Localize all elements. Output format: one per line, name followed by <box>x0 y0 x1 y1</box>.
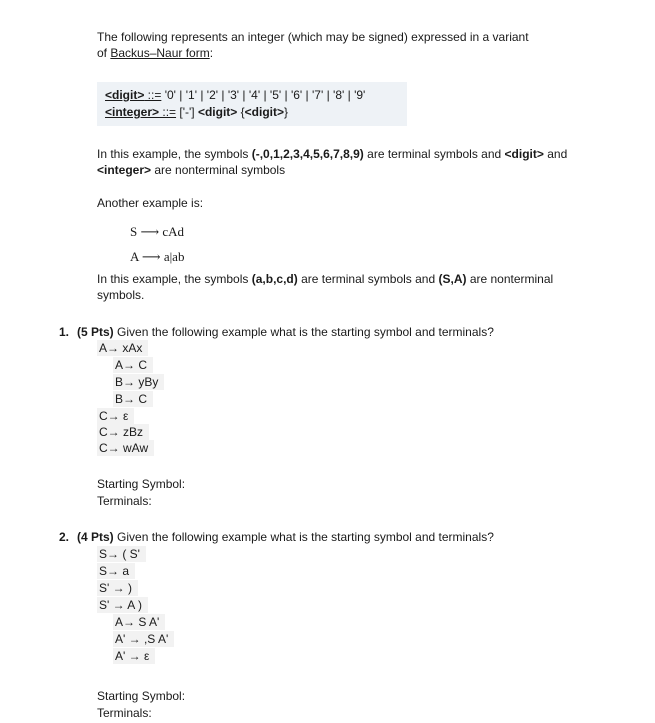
q2-text: Given the following example what is the starting symbol and terminals? <box>113 530 494 544</box>
q1-rule-1: A→ xAx <box>97 340 148 356</box>
integer-open: { <box>237 105 245 119</box>
q1-number: 1. <box>59 325 70 339</box>
rule-a-rhs: a|ab <box>163 249 185 264</box>
ex2-text-e: are nonterminal <box>466 272 554 286</box>
q2-terminals-label: Terminals: <box>97 706 152 720</box>
q1-rule-6: C→ zBz <box>97 424 149 440</box>
digit-tag[interactable]: <digit> <box>105 88 145 102</box>
ex2-terminals: (a,b,c,d) <box>251 272 298 286</box>
ex1-terminals: (-,0,1,2,3,4,5,6,7,8,9) <box>251 147 364 161</box>
q2-number: 2. <box>59 530 70 544</box>
q1-starting-symbol-label: Starting Symbol: <box>97 477 186 491</box>
integer-digit: <digit> <box>197 105 238 119</box>
digit-op[interactable]: ::= <box>144 88 162 102</box>
ex1-text-a: In this example, the symbols <box>97 147 252 161</box>
q2-rule-3: S' → ) <box>97 580 138 596</box>
rule-s-arrow: ⟶ <box>140 224 160 239</box>
rule-s <box>130 224 184 240</box>
q1-prompt <box>77 324 494 340</box>
integer-op[interactable]: ::= <box>159 105 177 119</box>
ex1-text-e: and <box>543 147 568 161</box>
ex2-text-c: are terminal symbols and <box>297 272 439 286</box>
rule-s-lhs: S <box>130 224 138 239</box>
ex2-nonterminals: (S,A) <box>438 272 467 286</box>
q2-rule-4: S' → A ) <box>97 597 148 613</box>
rule-a-lhs: A <box>130 249 139 264</box>
integer-digit-2: <digit> <box>244 105 284 119</box>
example1-line-2 <box>97 162 285 178</box>
q1-text: Given the following example what is the starting symbol and terminals? <box>113 325 494 339</box>
bnf-integer-rule <box>105 104 288 120</box>
integer-tag[interactable]: <integer> <box>105 105 160 119</box>
bnf-link[interactable]: Backus–Naur form <box>110 46 210 60</box>
intro-line-1: The following represents an integer (which may be signed) expressed in a variant <box>97 30 529 44</box>
rule-s-rhs: cAd <box>162 224 185 239</box>
integer-mid: ['-'] <box>176 105 198 119</box>
ex1-text-b2: are nonterminal symbols <box>151 163 286 177</box>
intro-suffix: : <box>209 46 214 60</box>
q2-rule-6: A' → ,S A' <box>113 631 174 647</box>
bnf-digit-rule <box>105 87 365 103</box>
example1-line-1 <box>97 146 567 162</box>
q1-rule-3: B→ yBy <box>113 374 164 390</box>
ex2-text-a: In this example, the symbols <box>97 272 252 286</box>
ex1-text-c: are terminal symbols and <box>363 147 505 161</box>
q2-rule-7: A' → ε <box>113 648 155 664</box>
ex1-integer: <integer> <box>97 163 152 177</box>
ex1-digit: <digit> <box>504 147 544 161</box>
intro-prefix: of <box>97 46 111 60</box>
q1-rule-4: B→ C <box>113 391 153 407</box>
example2-line-2: symbols. <box>97 288 145 302</box>
q1-terminals-label: Terminals: <box>97 494 152 508</box>
q1-rule-5: C→ ε <box>97 408 134 424</box>
q2-rule-5: A→ S A' <box>113 614 165 630</box>
q2-rule-2: S→ a <box>97 563 135 579</box>
q1-rule-7: C→ wAw <box>97 440 154 456</box>
intro-line-2 <box>97 45 213 61</box>
q1-rule-2: A→ C <box>113 357 153 373</box>
rule-a-arrow: ⟶ <box>141 249 161 264</box>
q2-rule-1: S→ ( S' <box>97 546 146 562</box>
q2-points: (4 Pts) <box>77 530 114 544</box>
integer-close: } <box>284 105 289 119</box>
rule-a <box>130 249 184 265</box>
digit-rest: '0' | '1' | '2' | '3' | '4' | '5' | '6' | '7' | '8' | '9' <box>161 88 366 102</box>
example2-line-1 <box>97 271 553 287</box>
another-example-label: Another example is: <box>97 196 204 210</box>
q1-points: (5 Pts) <box>77 325 114 339</box>
q2-prompt <box>77 529 494 545</box>
q2-starting-symbol-label: Starting Symbol: <box>97 689 186 703</box>
